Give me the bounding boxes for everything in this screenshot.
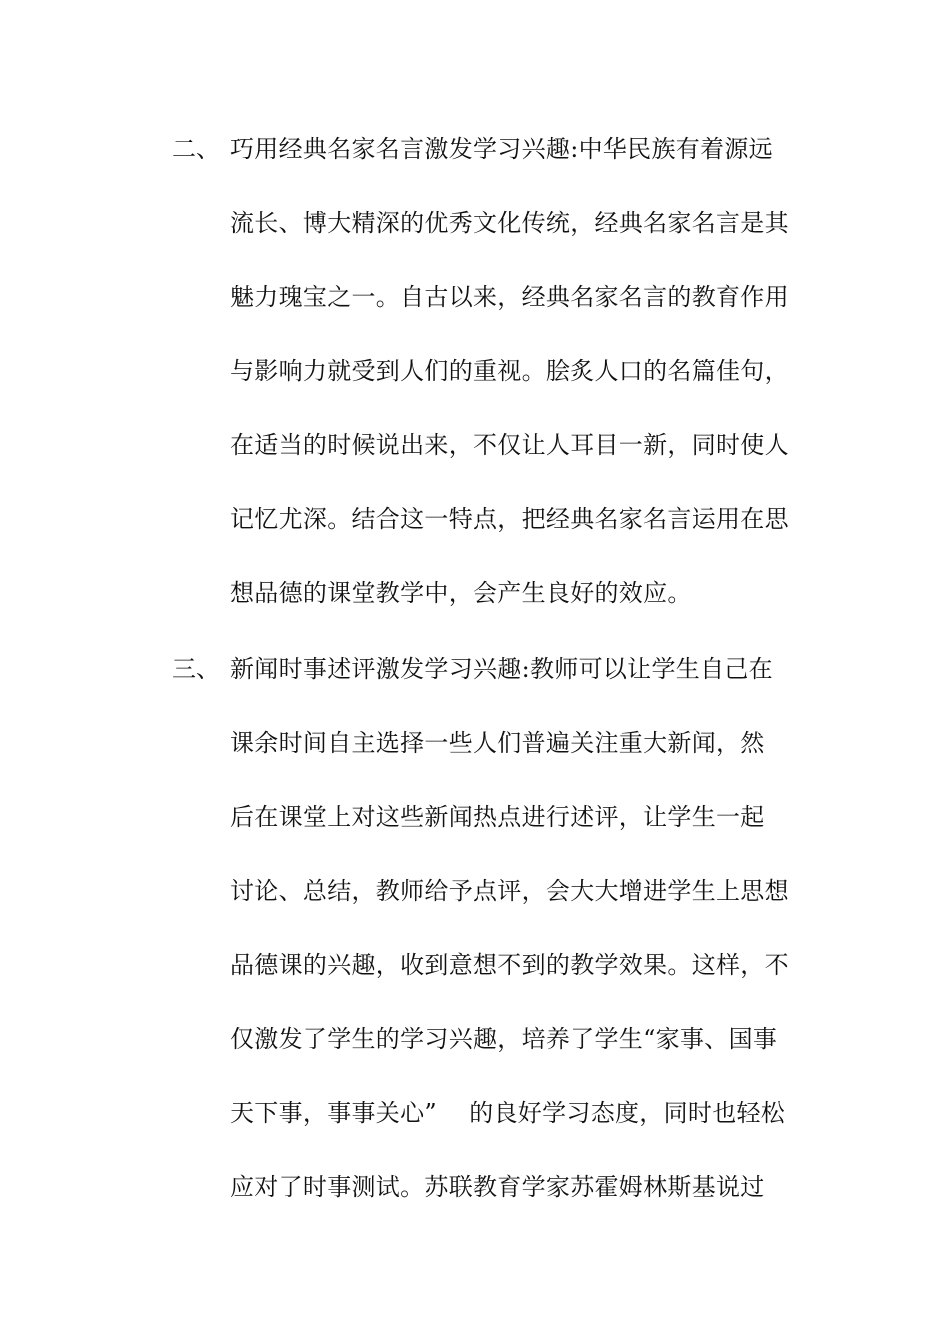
section-marker: 三、	[172, 655, 220, 683]
section-paragraph	[230, 131, 820, 649]
paragraph-line: 后在课堂上对这些新闻热点进行述评，让学生一起	[230, 803, 765, 831]
section-paragraph	[230, 651, 820, 1243]
section-marker: 二、	[172, 135, 220, 163]
paragraph-line: 天下事，事事关心” 的良好学习态度，同时也轻松	[230, 1099, 786, 1127]
paragraph-line: 讨论、总结，教师给予点评，会大大增进学生上思想	[230, 877, 789, 905]
paragraph-line: 魅力瑰宝之一。自古以来，经典名家名言的教育作用	[230, 283, 789, 311]
paragraph-line: 流长、博大精深的优秀文化传统，经典名家名言是其	[230, 209, 789, 237]
paragraph-line: 应对了时事测试。苏联教育学家苏霍姆林斯基说过	[230, 1173, 765, 1201]
paragraph-line: 仅激发了学生的学习兴趣，培养了学生“家事、国事	[230, 1025, 778, 1053]
paragraph-line: 新闻时事述评激发学习兴趣:教师可以让学生自己在	[230, 655, 773, 683]
paragraph-line: 在适当的时候说出来，不仅让人耳目一新，同时使人	[230, 431, 789, 459]
paragraph-line: 巧用经典名家名言激发学习兴趣:中华民族有着源远	[230, 135, 773, 163]
paragraph-line: 品德课的兴趣，收到意想不到的教学效果。这样，不	[230, 951, 789, 979]
paragraph-line: 想品德的课堂教学中，会产生良好的效应。	[230, 579, 692, 607]
paragraph-line: 与影响力就受到人们的重视。脍炙人口的名篇佳句，	[230, 357, 789, 385]
paragraph-line: 记忆尤深。结合这一特点，把经典名家名言运用在思	[230, 505, 789, 533]
paragraph-line: 课余时间自主选择一些人们普遍关注重大新闻，然	[230, 729, 765, 757]
